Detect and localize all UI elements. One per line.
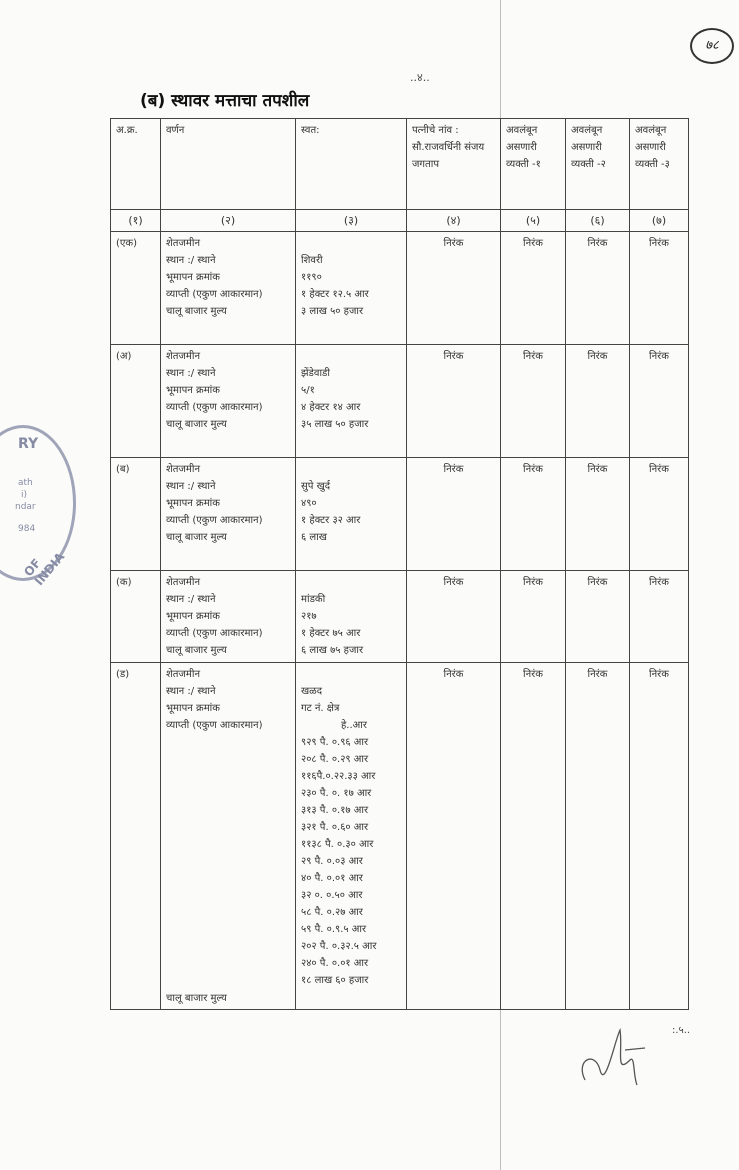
col-num: (४) [407,210,501,232]
survey-entry: ३१३ पै. ०.१७ आर [301,805,369,816]
survey-entry: २०८ पै. ०.२९ आर [301,754,369,765]
continued-marker: :.५.. [672,1025,691,1036]
value: २१७ [301,611,317,622]
row-self [296,571,407,663]
label: स्थान :/ स्थाने [166,255,216,266]
survey-entry: ३२१ पै. ०.६० आर [301,822,369,833]
nil-cell: निरंक [501,458,566,571]
nil-cell: निरंक [630,663,689,1010]
row-self [296,345,407,458]
value: ५/१ [301,385,315,396]
nil-cell: निरंक [566,663,630,1010]
nil-cell: निरंक [501,345,566,458]
circled-page-number: ७८ [690,28,734,64]
survey-entry: २४० पै. ०.०१ आर [301,958,369,969]
label: भूमापन क्रमांक [166,272,220,283]
value: १ हेक्टर ३२ आर [301,515,361,526]
label: व्याप्ती (एकुण आकारमान) [166,402,263,413]
value: ६ लाख ७५ हजार [301,645,364,656]
label: स्थान :/ स्थाने [166,481,216,492]
label: स्थान :/ स्थाने [166,594,216,605]
label: शेतजमीन [166,669,201,680]
row-description [161,345,296,458]
col-num: (७) [630,210,689,232]
value: ४९० [301,498,317,509]
label: शेतजमीन [166,464,201,475]
value: झेंडेवाडी [301,368,330,379]
nil-cell: निरंक [566,571,630,663]
value: ६ लाख [301,532,327,543]
row-sr: (ब) [111,458,161,571]
value: ४ हेक्टर १४ आर [301,402,361,413]
nil-cell: निरंक [630,458,689,571]
header-self: स्वत: [296,119,407,210]
survey-entry: ५८ पै. ०.२७ आर [301,907,363,918]
survey-entry: गट नं. क्षेत्र [301,703,340,714]
label: व्याप्ती (एकुण आकारमान) [166,628,263,639]
col-num: (२) [161,210,296,232]
col-num: (६) [566,210,630,232]
value: ११९० [301,272,322,283]
header-spouse: पत्नीचे नांव : सौ.राजवर्धिनी संजय जगताप [407,119,501,210]
row-sr: (एक) [111,232,161,345]
value: ३ लाख ५० हजार [301,306,364,317]
nil-cell: निरंक [407,232,501,345]
signature [575,1020,655,1100]
table-row [111,232,689,345]
value [301,461,401,478]
value: १ हेक्टर ७५ आर [301,628,361,639]
nil-cell: निरंक [501,571,566,663]
label: व्याप्ती (एकुण आकारमान) [166,720,263,731]
row-description [161,663,296,1010]
nil-cell: निरंक [407,345,501,458]
label: भूमापन क्रमांक [166,703,220,714]
survey-entry: २०२ पै. ०.३२.५ आर [301,941,377,952]
survey-entry: ११६पै.०.२२.३३ आर [301,771,376,782]
nil-cell: निरंक [407,458,501,571]
header-dependent-3: अवलंबून असणारी व्यक्ती -३ [630,119,689,210]
row-description [161,458,296,571]
label: चालू बाजार मुल्य [166,993,227,1004]
column-number-row [111,210,689,232]
label: भूमापन क्रमांक [166,385,220,396]
value [301,235,401,252]
survey-entry: ३२ ०. ०.५० आर [301,890,363,901]
label: भूमापन क्रमांक [166,498,220,509]
row-sr: (क) [111,571,161,663]
label: चालू बाजार मुल्य [166,532,227,543]
survey-entry: खळद [301,686,323,697]
col-num: (५) [501,210,566,232]
value: सुपे खुर्द [301,481,331,492]
label: शेतजमीन [166,351,201,362]
survey-entry: ११३८ पै. ०.३० आर [301,839,374,850]
value: ३५ लाख ५० हजार [301,419,369,430]
nil-cell: निरंक [566,232,630,345]
market-value: १८ लाख ६० हजार [301,975,369,986]
nil-cell: निरंक [407,571,501,663]
row-self [296,663,407,1010]
nil-cell: निरंक [566,345,630,458]
label: चालू बाजार मुल्य [166,645,227,656]
row-self [296,458,407,571]
header-dependent-2: अवलंबून असणारी व्यक्ती -२ [566,119,630,210]
col-num: (३) [296,210,407,232]
nil-cell: निरंक [501,232,566,345]
value: १ हेक्टर १२.५ आर [301,289,369,300]
label: व्याप्ती (एकुण आकारमान) [166,289,263,300]
value: मांडकी [301,594,326,605]
label: शेतजमीन [166,238,201,249]
row-sr: (अ) [111,345,161,458]
table-row [111,571,689,663]
page-top-marker: ..४.. [410,71,430,84]
section-title: (ब) स्थावर मत्ताचा तपशील [140,91,310,111]
row-description [161,571,296,663]
label: चालू बाजार मुल्य [166,419,227,430]
row-self [296,232,407,345]
immovable-assets-table [110,118,689,1010]
nil-cell: निरंक [630,345,689,458]
nil-cell: निरंक [630,571,689,663]
official-stamp: RY ath i) ndar 984 OF INDIA [0,425,76,581]
nil-cell: निरंक [566,458,630,571]
label: व्याप्ती (एकुण आकारमान) [166,515,263,526]
nil-cell: निरंक [501,663,566,1010]
table-row [111,458,689,571]
row-description [161,232,296,345]
label: शेतजमीन [166,577,201,588]
label: स्थान :/ स्थाने [166,686,216,697]
label: स्थान :/ स्थाने [166,368,216,379]
header-row [111,119,689,210]
nil-cell: निरंक [407,663,501,1010]
survey-entry: २९ पै. ०.०३ आर [301,856,363,867]
header-description: वर्णन [161,119,296,210]
header-dependent-1: अवलंबून असणारी व्यक्ती -१ [501,119,566,210]
label: चालू बाजार मुल्य [166,306,227,317]
nil-cell: निरंक [630,232,689,345]
row-sr: (ड) [111,663,161,1010]
value: शिवरी [301,255,323,266]
label: भूमापन क्रमांक [166,611,220,622]
survey-entry: हे..आर [341,720,367,731]
survey-entry: ५९ पै. ०.९.५ आर [301,924,367,935]
survey-entry: २३० पै. ०. १७ आर [301,788,372,799]
col-num: (१) [111,210,161,232]
value [301,348,401,365]
survey-entry: ४० पै. ०.०१ आर [301,873,363,884]
header-sr: अ.क्र. [111,119,161,210]
survey-entry: ९२९ पै. ०.९६ आर [301,737,369,748]
table-row [111,345,689,458]
table-row [111,663,689,1010]
value [301,574,401,591]
